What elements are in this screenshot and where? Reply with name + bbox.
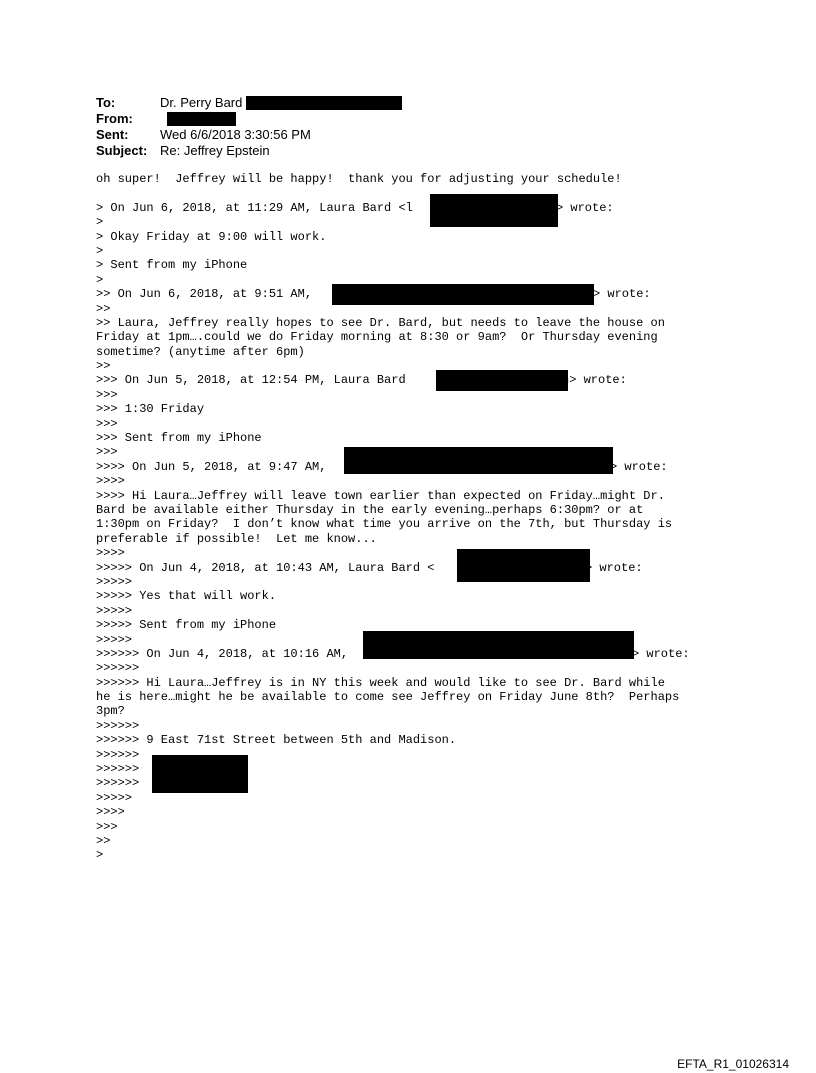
body-line: [96, 762, 736, 776]
body-line: >>>>>: [96, 574, 133, 589]
body-line: he is here…might he be available to come see Jeffrey on Friday June 8th? Perhaps: [96, 690, 680, 705]
body-line: >>>>> Sent from my iPhone: [96, 618, 277, 633]
body-line: 3pm?: [96, 704, 125, 719]
redaction-box: [344, 447, 613, 474]
body-line: >>>>>: [96, 790, 133, 805]
body-line: >>>: [96, 445, 118, 460]
body-line: >>>>> Yes that will work.: [96, 589, 277, 604]
body-line: >>>>>>: [96, 661, 140, 676]
line-text: >>>>>> On Jun 4, 2018, at 10:16 AM,: [96, 646, 349, 661]
body-line: oh super! Jeffrey will be happy! thank you for adjusting your schedule!: [96, 172, 622, 186]
body-line: [96, 460, 736, 474]
body-line: >: [96, 272, 104, 287]
sent-row: [96, 127, 716, 143]
body-line: >: [96, 215, 104, 230]
sent-label: Sent:: [96, 127, 129, 142]
wrote-text: > wrote:: [610, 459, 668, 474]
body-line: [96, 186, 736, 200]
body-line: >>: [96, 301, 111, 316]
from-label: From:: [96, 111, 133, 126]
wrote-text: > wrote:: [585, 560, 643, 575]
email-header: [96, 95, 716, 159]
document-id: EFTA_R1_01026314: [677, 1057, 789, 1071]
body-line: >>>>>>: [96, 776, 140, 791]
body-line: >>: [96, 359, 111, 374]
wrote-text: > wrote:: [593, 287, 651, 302]
body-line: >>>>: [96, 805, 125, 820]
sent-value: Wed 6/6/2018 3:30:56 PM: [160, 127, 311, 142]
body-line: >: [96, 848, 104, 863]
body-line: >>>>: [96, 474, 125, 489]
body-line: >>>>>>: [96, 718, 140, 733]
line-text: >>>>>>: [96, 762, 140, 777]
line-text: >>>>> On Jun 4, 2018, at 10:43 AM, Laura Bard <: [96, 560, 435, 575]
wrote-text: > wrote:: [556, 200, 614, 215]
subject-value: Re: Jeffrey Epstein: [160, 143, 270, 158]
body-line: > Okay Friday at 9:00 will work.: [96, 229, 327, 244]
to-label: To:: [96, 95, 116, 110]
body-line: >> Laura, Jeffrey really hopes to see Dr. Bard, but needs to leave the house on: [96, 315, 665, 330]
from-row: [96, 111, 716, 127]
body-line: >>>>>> Hi Laura…Jeffrey is in NY this week and would like to see Dr. Bard while: [96, 675, 665, 690]
body-line: >>: [96, 833, 111, 848]
email-body: [96, 172, 736, 863]
body-line: >>>>>> 9 East 71st Street between 5th and Madison.: [96, 733, 457, 748]
body-line: >>> 1:30 Friday: [96, 402, 205, 417]
body-line: 1:30pm on Friday? I don’t know what time you arrive on the 7th, but Thursday is: [96, 517, 673, 532]
body-line: >>>: [96, 416, 118, 431]
body-line: >>>> Hi Laura…Jeffrey will leave town earlier than expected on Friday…might Dr.: [96, 488, 665, 503]
body-line: Friday at 1pm….could we do Friday morning at 8:30 or 9am? Or Thursday evening: [96, 330, 658, 345]
body-line: > Sent from my iPhone: [96, 258, 248, 273]
redaction-box: [167, 112, 236, 126]
body-line: >>>>>: [96, 603, 133, 618]
body-line: >>>>>>: [96, 747, 140, 762]
body-line: [96, 373, 736, 387]
body-line: >>>: [96, 387, 118, 402]
wrote-text: > wrote:: [632, 646, 690, 661]
subject-row: [96, 143, 716, 159]
line-text: >> On Jun 6, 2018, at 9:51 AM,: [96, 287, 313, 302]
redaction-box: [246, 96, 402, 110]
body-line: sometime? (anytime after 6pm): [96, 344, 305, 359]
line-text: >>> On Jun 5, 2018, at 12:54 PM, Laura Bard: [96, 373, 406, 388]
line-text: >>>> On Jun 5, 2018, at 9:47 AM,: [96, 459, 327, 474]
line-text: > On Jun 6, 2018, at 11:29 AM, Laura Bard <l: [96, 200, 413, 215]
body-line: >>>>: [96, 546, 125, 561]
body-line: >: [96, 243, 104, 258]
wrote-text: h> wrote:: [562, 373, 627, 388]
subject-label: Subject:: [96, 143, 148, 158]
body-line: preferable if possible! Let me know...: [96, 531, 377, 546]
to-value: Dr. Perry Bard: [160, 95, 243, 110]
body-line: >>>>>: [96, 632, 133, 647]
body-line: [96, 561, 736, 575]
body-line: Bard be available either Thursday in the early evening…perhaps 6:30pm? or at: [96, 502, 644, 517]
body-line: >>> Sent from my iPhone: [96, 431, 262, 446]
redaction-box: [363, 631, 634, 659]
body-line: [96, 647, 736, 661]
body-line: [96, 287, 736, 301]
body-line: [96, 201, 736, 215]
body-line: >>>: [96, 819, 118, 834]
to-row: [96, 95, 716, 111]
